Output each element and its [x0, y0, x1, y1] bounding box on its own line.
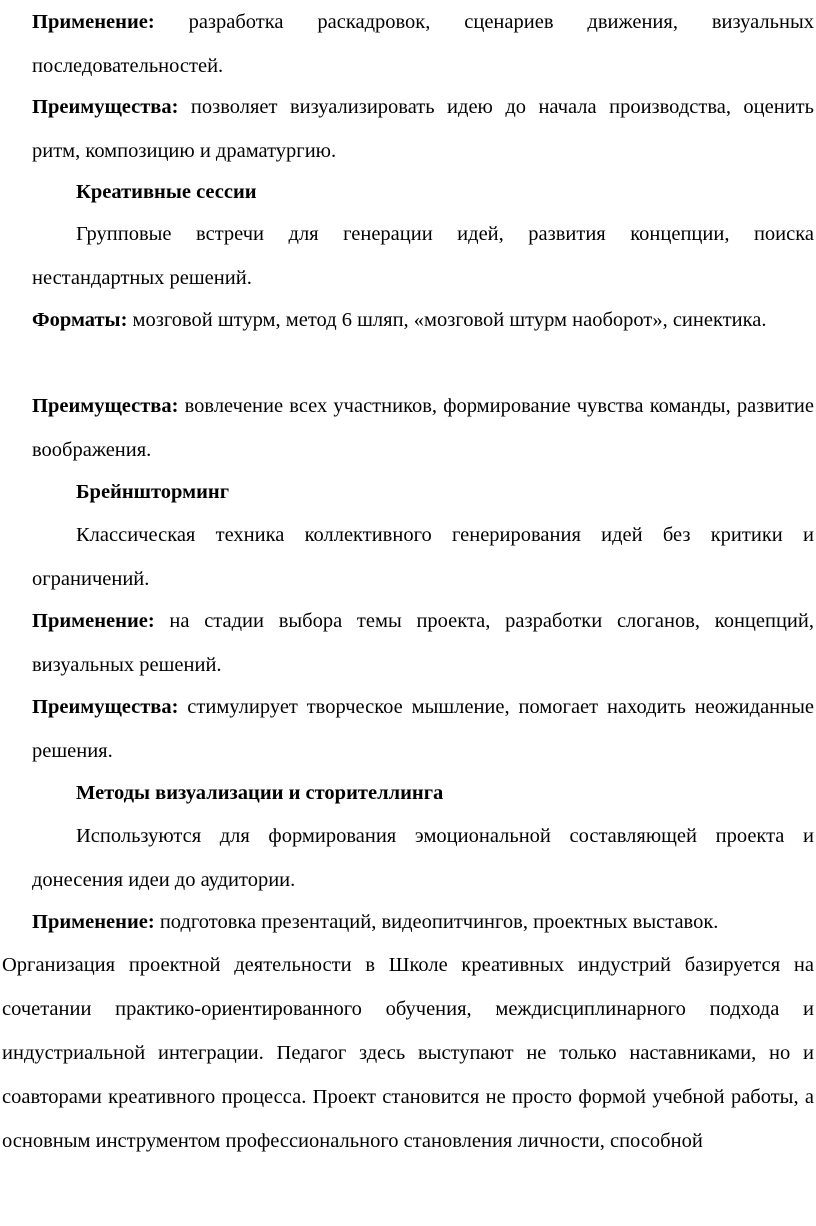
label-application: Применение:	[32, 11, 155, 33]
paragraph-text: стимулирует творческое мышление, помогает находить неожиданные решения.	[32, 696, 814, 762]
heading-visualization-methods: Методы визуализации и сторителлинга	[76, 782, 444, 804]
heading-brainstorming: Брейншторминг	[76, 481, 230, 503]
paragraph-advantages-visualize	[32, 85, 814, 173]
label-advantages: Преимущества:	[32, 395, 179, 417]
paragraph-text: подготовка презентаций, видеопитчингов, проектных выставок.	[154, 911, 719, 933]
paragraph-text: на стадии выбора темы проекта, разработки слоганов, концепций, визуальных решений.	[32, 610, 814, 676]
label-application: Применение:	[32, 610, 155, 632]
paragraph-classic-technique: Классическая техника коллективного генерирования идей без критики и ограничений.	[32, 524, 814, 590]
paragraph-organization: Организация проектной деятельности в Школе креативных индустрий базируется на сочетании практико-ориентированного обучения, междисциплинарного подхода и индустриальной интеграции. Педагог здесь выступают не только наставниками, но и соавторами креативного процесса. Проект становится не просто формой учебной работы, а основным инструментом профессионального становления личности, способной	[2, 954, 814, 1152]
paragraph-advantages-creative	[32, 685, 814, 773]
label-formats: Форматы:	[32, 309, 128, 331]
paragraph-formats	[32, 298, 814, 342]
paragraph-application-topic	[32, 599, 814, 687]
heading-creative-sessions: Креативные сессии	[76, 181, 257, 203]
paragraph-text: мозговой штурм, метод 6 шляп, «мозговой штурм наоборот», синектика.	[127, 309, 767, 331]
label-advantages: Преимущества:	[32, 96, 179, 118]
label-advantages: Преимущества:	[32, 696, 179, 718]
label-application: Применение:	[32, 911, 155, 933]
paragraph-emotional-component: Используются для формирования эмоциональной составляющей проекта и донесения идеи до аудитории.	[32, 825, 814, 891]
paragraph-application-presentations	[32, 900, 814, 944]
paragraph-text: позволяет визуализировать идею до начала производства, оценить ритм, композицию и драматургию.	[32, 96, 814, 162]
paragraph-group-meetings: Групповые встречи для генерации идей, развития концепции, поиска нестандартных решений.	[32, 223, 814, 289]
paragraph-text: разработка раскадровок, сценариев движения, визуальных последовательностей.	[32, 11, 814, 77]
paragraph-application-storyboards	[32, 0, 814, 88]
paragraph-text: вовлечение всех участников, формирование чувства команды, развитие воображения.	[32, 395, 814, 461]
paragraph-advantages-involvement	[32, 384, 814, 472]
